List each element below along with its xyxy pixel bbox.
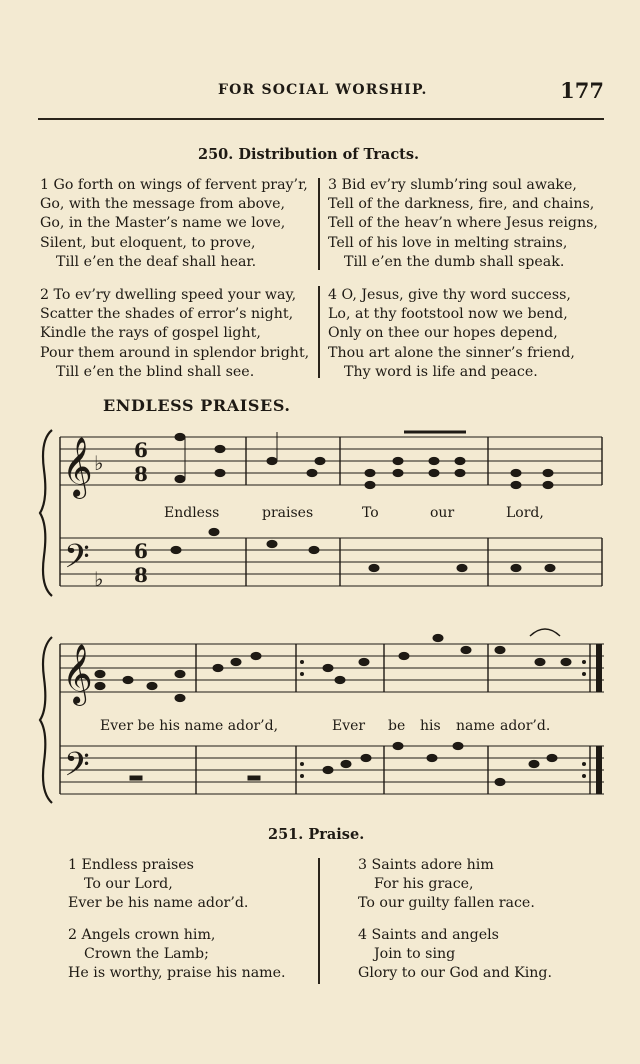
time-signature-top: 6 (134, 539, 148, 563)
stanza-line: Tell of the darkness, fire, and chains, (328, 196, 595, 213)
column-divider (318, 858, 320, 984)
stanza-line: Ever be his name ador’d. (68, 895, 249, 912)
stanza-line: Scatter the shades of error’s night, (40, 306, 294, 323)
lyric-phrase: Ever be his name ador’d, (100, 718, 279, 734)
stanza-line: He is worthy, praise his name. (68, 965, 286, 982)
page-number: 177 (560, 78, 604, 103)
stanza-line: Lo, at thy footstool now we bend, (328, 306, 568, 323)
stanza-line: Tell of the heav’n where Jesus reigns, (328, 215, 598, 232)
stanza-line: Till e’en the deaf shall hear. (56, 253, 257, 270)
lyric-word: be (388, 718, 406, 734)
bass-clef-icon: 𝄢 (64, 538, 90, 584)
lyric-word: To (362, 505, 379, 521)
system-brace (40, 637, 52, 803)
lyric-word: Ever (332, 718, 366, 734)
stanza-line: Thy word is life and peace. (344, 363, 538, 380)
stanza-line: Only on thee our hopes depend, (328, 325, 558, 342)
hymn-251-stanza-1 (68, 856, 248, 914)
hymn-251-stanza-3 (358, 856, 535, 914)
treble-clef-icon: 𝄞 (62, 437, 93, 497)
time-signature-bottom: 8 (134, 462, 148, 486)
stanza-line: 2 Angels crown him, (68, 927, 216, 943)
stanza-line: 3 Bid ev’ry slumb’ring soul awake, (328, 177, 577, 193)
stanza-line: Kindle the rays of gospel light, (40, 325, 261, 342)
hymn-250-title: 250. Distribution of Tracts. (198, 146, 420, 163)
lyric-word: Endless (164, 505, 220, 521)
stanza-line: Join to sing (374, 946, 456, 963)
tune-title: ENDLESS PRAISES. (103, 396, 291, 415)
stanza-line: To our guilty fallen race. (358, 895, 535, 912)
time-signature-top: 6 (134, 438, 148, 462)
hymn-251-stanza-4 (358, 926, 552, 984)
stanza-line: 4 O, Jesus, give thy word success, (328, 287, 571, 303)
lyric-word: our (430, 505, 455, 521)
stanza-line: To our Lord, (84, 876, 173, 893)
lyric-word: praises (262, 505, 314, 521)
treble-clef-icon: 𝄞 (62, 644, 93, 704)
stanza-line: Silent, but eloquent, to prove, (40, 234, 256, 251)
bass-clef-icon: 𝄢 (64, 746, 90, 792)
system-brace (40, 430, 52, 596)
stanza-line: Go, with the message from above, (40, 196, 286, 213)
lyric-word: name (456, 718, 495, 734)
lyric-word: ador’d. (500, 718, 551, 734)
stanza-line: Go, in the Master’s name we love, (40, 215, 286, 232)
stanza-line: Till e’en the dumb shall speak. (344, 253, 565, 270)
stanza-line: Glory to our God and King. (358, 965, 552, 982)
hymn-251-title: 251. Praise. (268, 826, 365, 843)
stanza-line: 1 Endless praises (68, 857, 194, 873)
notes-treble-1 (175, 432, 553, 489)
fermata-icon (530, 629, 560, 636)
stanza-line: 1 Go forth on wings of fervent pray’r, (40, 177, 308, 193)
stanza-line: For his grace, (374, 876, 474, 893)
stanza-line: Thou art alone the sinner’s friend, (328, 344, 575, 361)
stanza-line: 3 Saints adore him (358, 857, 494, 873)
stanza-line: 4 Saints and angels (358, 927, 499, 943)
flat-icon: ♭ (94, 567, 104, 591)
lyric-word: his (420, 718, 441, 734)
stanza-line: Pour them around in splendor bright, (40, 344, 310, 361)
hymn-251-stanza-2 (68, 926, 286, 984)
stanza-line: Crown the Lamb; (84, 946, 209, 963)
stanza-line: Tell of his love in melting strains, (328, 234, 568, 251)
stanza-line: 2 To ev’ry dwelling speed your way, (40, 287, 297, 303)
running-title: FOR SOCIAL WORSHIP. (218, 82, 428, 98)
notes-bass-2 (130, 742, 557, 785)
stanza-line: Till e’en the blind shall see. (56, 363, 255, 380)
flat-icon: ♭ (94, 451, 104, 475)
lyric-word: Lord, (506, 505, 544, 521)
time-signature-bottom: 8 (134, 563, 148, 587)
